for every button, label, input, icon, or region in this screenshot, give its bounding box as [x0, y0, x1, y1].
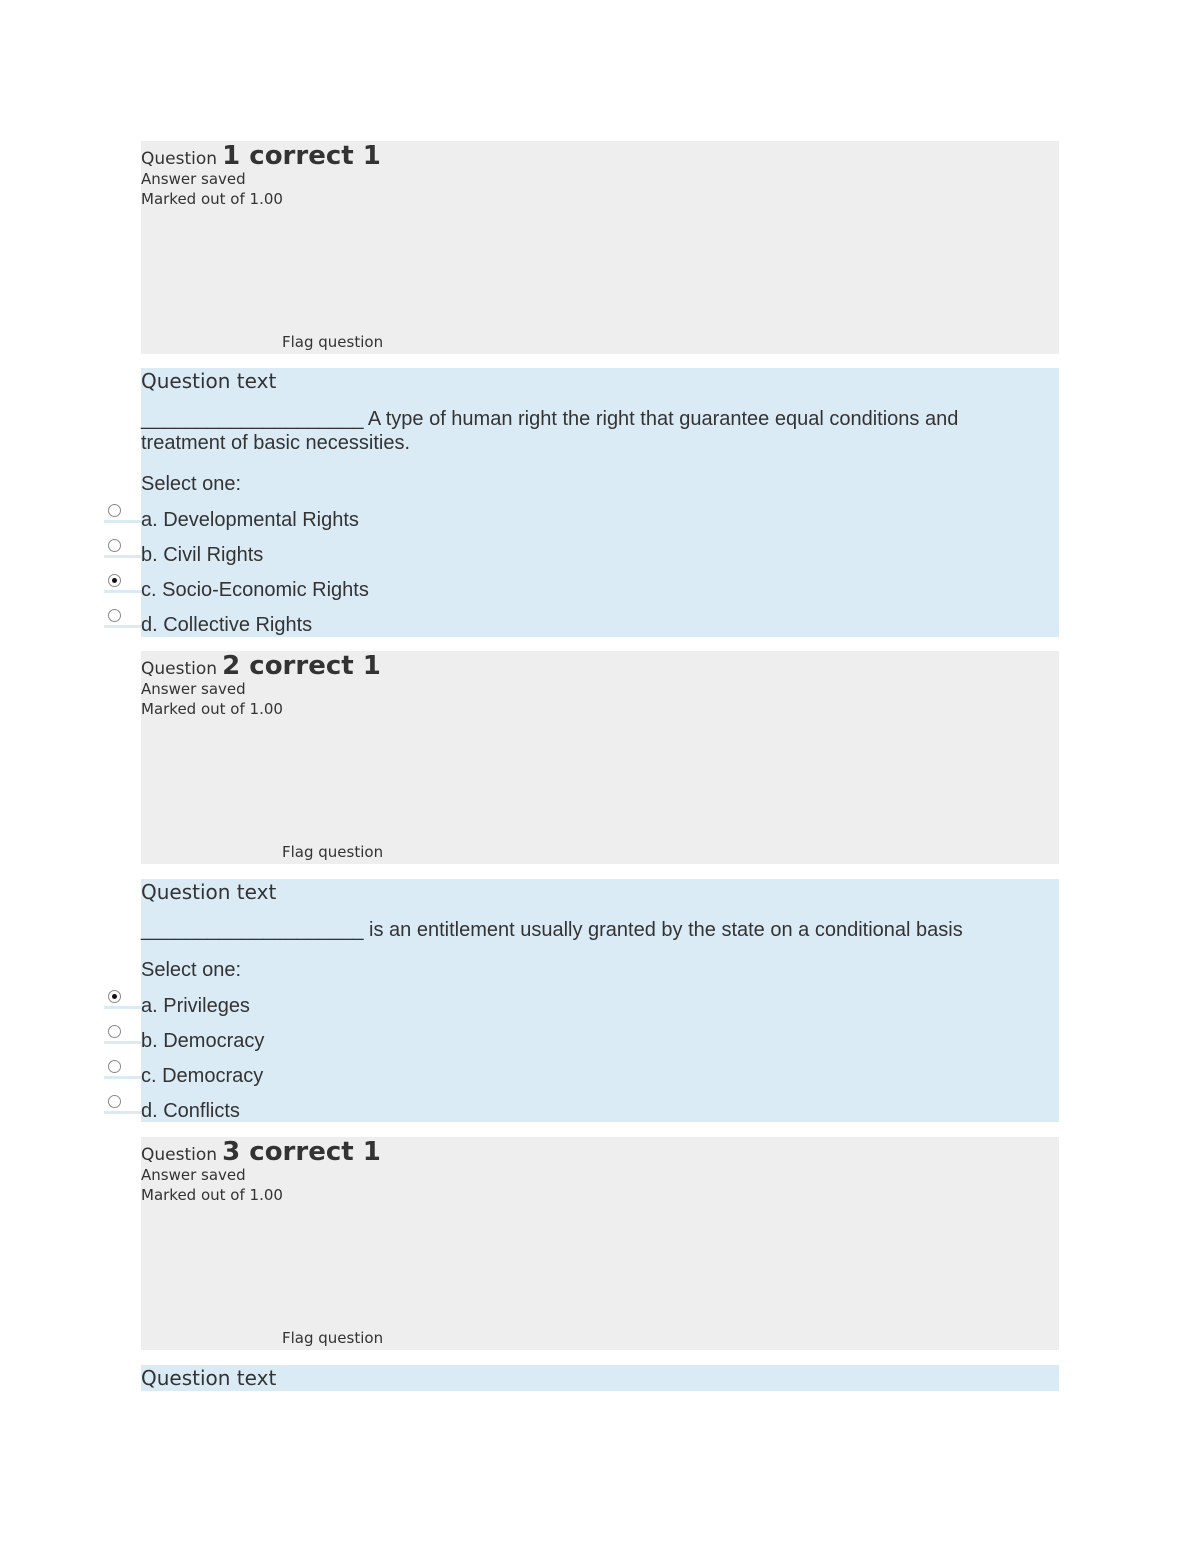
question-3-grade: Marked out of 1.00 [141, 1186, 283, 1204]
radio-button[interactable] [108, 1095, 121, 1108]
radio-button[interactable] [108, 504, 121, 517]
question-3-text-title: Question text [141, 1366, 277, 1390]
radio-button-selected[interactable] [108, 574, 121, 587]
option-underline [104, 590, 142, 593]
question-2-number-text: 2 correct 1 [222, 651, 381, 681]
option-label: d. Conflicts [141, 1100, 240, 1122]
question-1-number-text: 1 correct 1 [222, 141, 381, 171]
question-1-flag-link[interactable]: Flag question [282, 333, 384, 351]
question-3-content [141, 1365, 1059, 1391]
option-label: a. Privileges [141, 995, 250, 1017]
question-2-option-d[interactable] [104, 1093, 1064, 1128]
radio-selected-dot-icon [112, 994, 117, 999]
question-3-state: Answer saved [141, 1166, 246, 1184]
question-2-option-c[interactable] [104, 1058, 1064, 1093]
option-underline [104, 625, 142, 628]
question-2-grade: Marked out of 1.00 [141, 700, 283, 718]
question-1-option-c[interactable] [104, 572, 1064, 607]
question-2-option-a[interactable] [104, 988, 1064, 1023]
question-2-number [141, 651, 381, 681]
question-1-info [141, 141, 1059, 354]
question-1-option-a[interactable] [104, 502, 1064, 537]
question-1-prefix: Question [141, 149, 218, 169]
option-underline [104, 1041, 142, 1044]
option-underline [104, 555, 142, 558]
question-3-number [141, 1137, 381, 1167]
question-1-select-label: Select one: [141, 473, 242, 495]
option-label: b. Democracy [141, 1030, 265, 1052]
question-2-flag-link[interactable]: Flag question [282, 843, 384, 861]
option-underline [104, 1076, 142, 1079]
question-2-prompt: ____________________ is an entitlement usually granted by the state on a conditional basis [141, 919, 963, 941]
radio-button[interactable] [108, 1060, 121, 1073]
question-1-option-d[interactable] [104, 607, 1064, 642]
question-3-number-text: 3 correct 1 [222, 1137, 381, 1167]
question-1-number [141, 141, 381, 171]
option-underline [104, 1006, 142, 1009]
question-2-state: Answer saved [141, 680, 246, 698]
question-1-option-b[interactable] [104, 537, 1064, 572]
radio-button-selected[interactable] [108, 990, 121, 1003]
radio-button[interactable] [108, 609, 121, 622]
question-2-info [141, 651, 1059, 864]
question-3-flag-link[interactable]: Flag question [282, 1329, 384, 1347]
option-underline [104, 520, 142, 523]
question-2-select-label: Select one: [141, 959, 242, 981]
question-1-grade: Marked out of 1.00 [141, 190, 283, 208]
question-2-option-b[interactable] [104, 1023, 1064, 1058]
radio-button[interactable] [108, 539, 121, 552]
question-1-text-title: Question text [141, 369, 277, 393]
option-label: d. Collective Rights [141, 614, 313, 636]
question-1-prompt: ____________________ A type of human right the right that guarantee equal conditions and treatment of basic necessities. [141, 408, 959, 454]
radio-selected-dot-icon [112, 578, 117, 583]
question-3-prefix: Question [141, 1145, 218, 1165]
question-3-info [141, 1137, 1059, 1350]
question-2-prefix: Question [141, 659, 218, 679]
option-label: a. Developmental Rights [141, 509, 359, 531]
option-underline [104, 1111, 142, 1114]
question-1-state: Answer saved [141, 170, 246, 188]
option-label: c. Socio-Economic Rights [141, 579, 369, 601]
question-2-text-title: Question text [141, 880, 277, 904]
option-label: b. Civil Rights [141, 544, 264, 566]
option-label: c. Democracy [141, 1065, 264, 1087]
radio-button[interactable] [108, 1025, 121, 1038]
